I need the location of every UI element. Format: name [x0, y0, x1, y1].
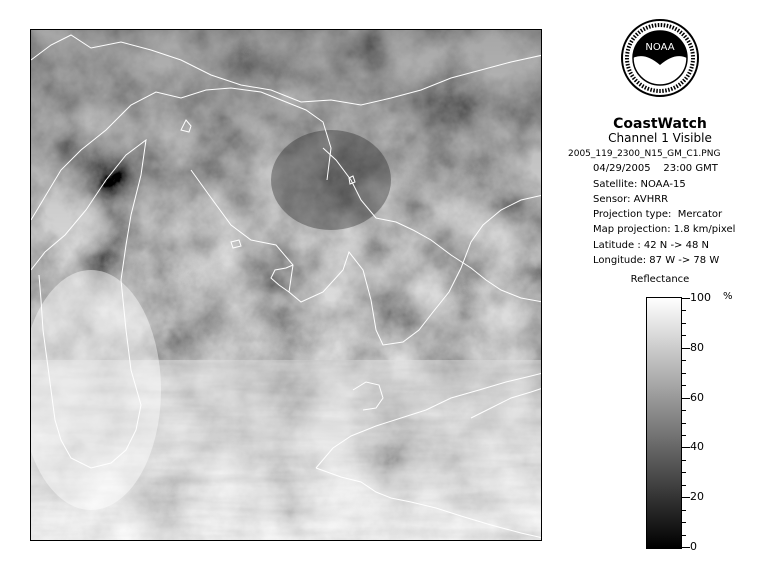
colorbar-tick	[682, 547, 690, 548]
colorbar-tick	[682, 535, 686, 536]
colorbar-tick	[682, 410, 686, 411]
colorbar-tick	[682, 485, 686, 486]
colorbar-unit: %	[723, 291, 733, 302]
colorbar-tick	[682, 310, 686, 311]
brand-title: CoastWatch	[613, 116, 707, 132]
colorbar-tick	[682, 385, 686, 386]
satellite-map	[31, 30, 542, 541]
colorbar-tick-label: 100	[690, 291, 711, 304]
colorbar-tick	[682, 497, 690, 498]
noaa-logo	[620, 18, 700, 108]
channel-label: Channel 1 Visible	[608, 131, 712, 145]
colorbar-tick	[682, 348, 690, 349]
colorbar-tick	[682, 510, 686, 511]
datetime-label: 04/29/2005 23:00 GMT	[593, 163, 718, 174]
projection-type-label: Projection type: Mercator	[593, 209, 723, 220]
colorbar-tick-label: 80	[690, 341, 704, 354]
colorbar-tick	[682, 323, 686, 324]
colorbar-tick	[682, 522, 686, 523]
colorbar-tick	[682, 447, 690, 448]
filename-label: 2005_119_2300_N15_GM_C1.PNG	[568, 149, 721, 159]
map-projection-label: Map projection: 1.8 km/pixel	[593, 224, 736, 235]
colorbar-tick	[682, 460, 686, 461]
colorbar-tick	[682, 298, 690, 299]
sensor-label: Sensor: AVHRR	[593, 194, 669, 205]
colorbar-tick	[682, 398, 690, 399]
longitude-label: Longitude: 87 W -> 78 W	[593, 255, 720, 266]
colorbar-tick	[682, 335, 686, 336]
satellite-image	[30, 29, 542, 541]
colorbar-tick-label: 60	[690, 391, 704, 404]
colorbar-title: Reflectance	[630, 274, 690, 285]
colorbar-tick	[682, 373, 686, 374]
colorbar-tick-label: 40	[690, 440, 704, 453]
colorbar-tick	[682, 472, 686, 473]
colorbar-tick-label: 0	[690, 540, 697, 553]
colorbar	[646, 297, 682, 549]
colorbar-tick	[682, 435, 686, 436]
satellite-label: Satellite: NOAA-15	[593, 179, 686, 190]
logo-text: NOAA	[645, 42, 675, 53]
colorbar-tick	[682, 423, 686, 424]
colorbar-tick-label: 20	[690, 490, 704, 503]
colorbar-tick	[682, 360, 686, 361]
latitude-label: Latitude : 42 N -> 48 N	[593, 240, 709, 251]
